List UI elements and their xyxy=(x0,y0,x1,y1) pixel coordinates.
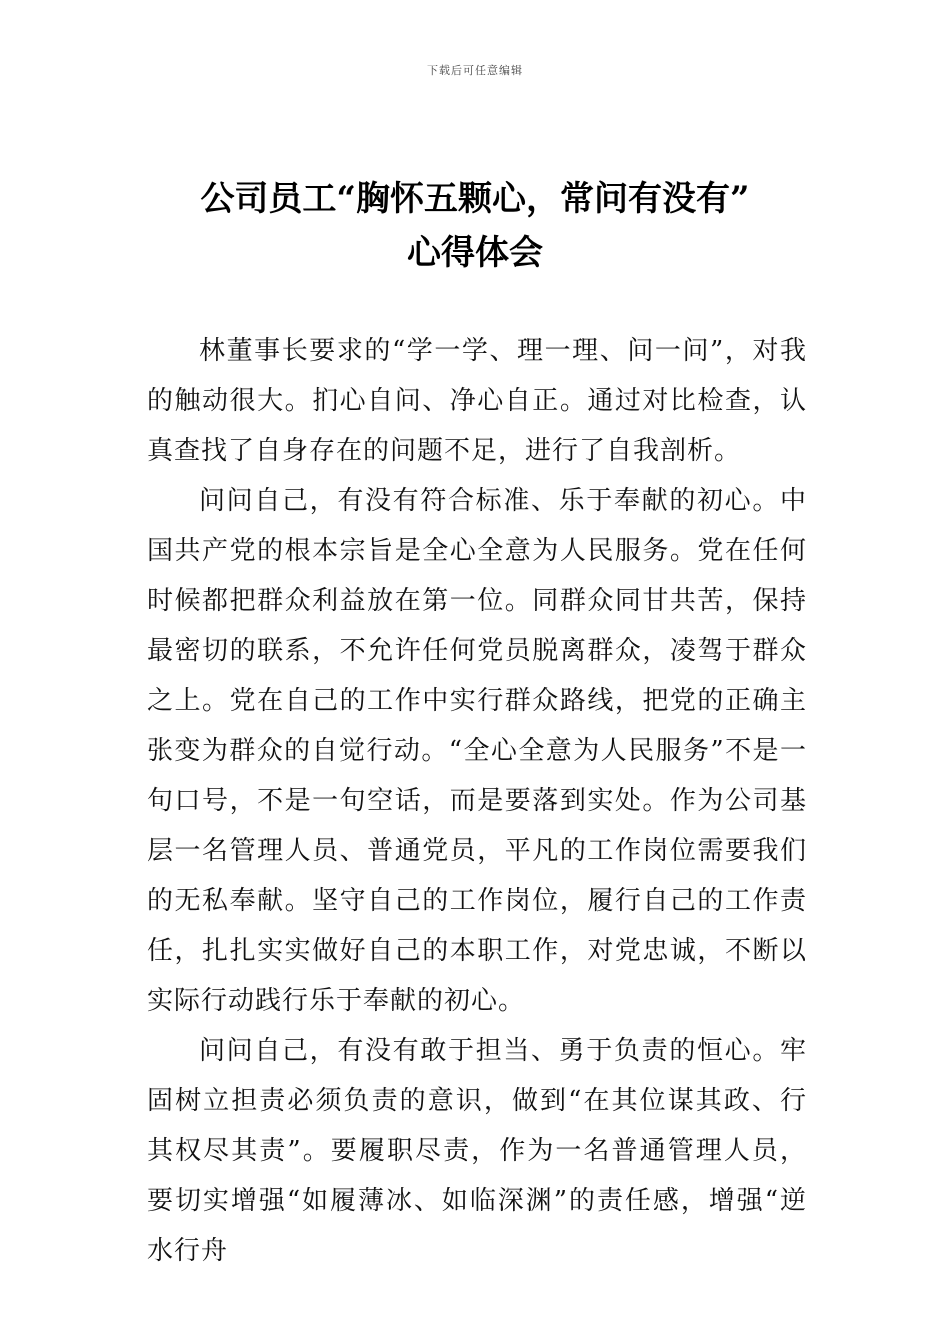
title-line-2: 心得体会 xyxy=(407,233,543,273)
document-body xyxy=(147,326,807,1276)
paragraph-1: 林董事长要求的“学一学、理一理、问一问”，对我的触动很大。扪心自问、净心自正。通过对比检查，认真查找了自身存在的问题不足，进行了自我剖析。 xyxy=(147,336,807,466)
paragraph-3: 问问自己，有没有敢于担当、勇于负责的恒心。牢固树立担责必须负责的意识，做到“在其位谋其政、行其权尽其责”。要履职尽责，作为一名普通管理人员，要切实增强“如履薄冰、如临深渊”的责任感，增强“逆水行舟 xyxy=(147,1036,807,1266)
document-title xyxy=(120,172,830,280)
paragraph-2: 问问自己，有没有符合标准、乐于奉献的初心。中国共产党的根本宗旨是全心全意为人民服务。党在任何时候都把群众利益放在第一位。同群众同甘共苦，保持最密切的联系，不允许任何党员脱离群众，凌驾于群众之上。党在自己的工作中实行群众路线，把党的正确主张变为群众的自觉行动。“全心全意为人民服务”不是一句口号，不是一句空话，而是要落到实处。作为公司基层一名管理人员、普通党员，平凡的工作岗位需要我们的无私奉献。坚守自己的工作岗位，履行自己的工作责任，扎扎实实做好自己的本职工作，对党忠诚，不断以实际行动践行乐于奉献的初心。 xyxy=(147,486,807,1016)
title-line-1: 公司员工“胸怀五颗心，常问有没有” xyxy=(200,179,750,219)
header-note: 下载后可任意编辑 xyxy=(427,64,523,77)
